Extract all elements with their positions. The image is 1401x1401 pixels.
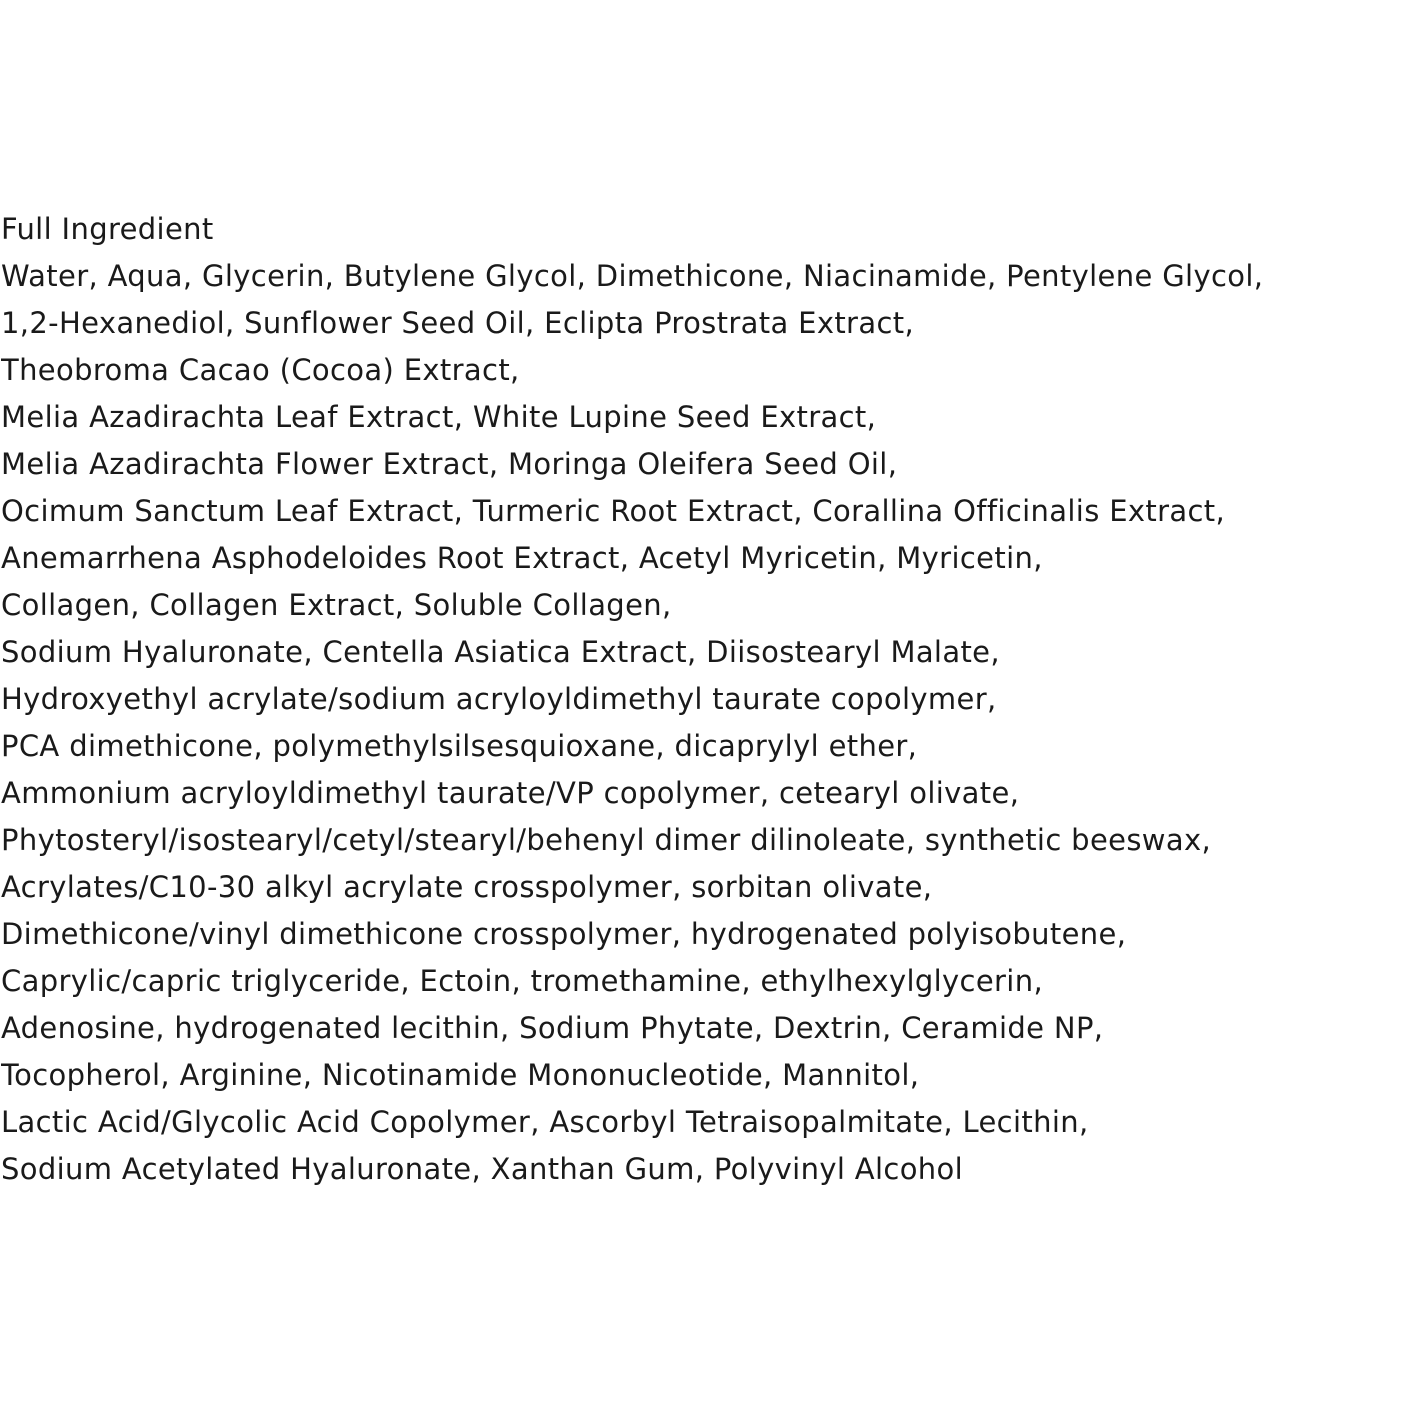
ingredient-line-9: Sodium Hyaluronate, Centella Asiatica Extract, Diisostearyl Malate, bbox=[1, 635, 1000, 669]
ingredient-document bbox=[1, 206, 1399, 1193]
ingredient-line-8: Collagen, Collagen Extract, Soluble Collagen, bbox=[1, 588, 672, 622]
ingredient-line-12: Ammonium acryloyldimethyl taurate/VP copolymer, cetearyl olivate, bbox=[1, 776, 1020, 810]
ingredient-line-17: Adenosine, hydrogenated lecithin, Sodium Phytate, Dextrin, Ceramide NP, bbox=[1, 1011, 1104, 1045]
document-heading: Full Ingredient bbox=[1, 212, 214, 246]
ingredient-line-10: Hydroxyethyl acrylate/sodium acryloyldimethyl taurate copolymer, bbox=[1, 682, 997, 716]
ingredient-line-5: Melia Azadirachta Flower Extract, Moringa Oleifera Seed Oil, bbox=[1, 447, 898, 481]
ingredient-line-19: Lactic Acid/Glycolic Acid Copolymer, Ascorbyl Tetraisopalmitate, Lecithin, bbox=[1, 1105, 1089, 1139]
ingredient-line-7: Anemarrhena Asphodeloides Root Extract, Acetyl Myricetin, Myricetin, bbox=[1, 541, 1043, 575]
ingredient-line-6: Ocimum Sanctum Leaf Extract, Turmeric Root Extract, Corallina Officinalis Extract, bbox=[1, 494, 1226, 528]
ingredient-line-4: Melia Azadirachta Leaf Extract, White Lupine Seed Extract, bbox=[1, 400, 877, 434]
ingredient-line-2: 1,2-Hexanediol, Sunflower Seed Oil, Eclipta Prostrata Extract, bbox=[1, 306, 915, 340]
ingredient-line-15: Dimethicone/vinyl dimethicone crosspolymer, hydrogenated polyisobutene, bbox=[1, 917, 1127, 951]
ingredient-line-20: Sodium Acetylated Hyaluronate, Xanthan Gum, Polyvinyl Alcohol bbox=[1, 1152, 964, 1186]
ingredient-line-3: Theobroma Cacao (Cocoa) Extract, bbox=[1, 353, 520, 387]
ingredient-line-14: Acrylates/C10-30 alkyl acrylate crosspolymer, sorbitan olivate, bbox=[1, 870, 933, 904]
ingredient-line-13: Phytosteryl/isostearyl/cetyl/stearyl/behenyl dimer dilinoleate, synthetic beeswax, bbox=[1, 823, 1212, 857]
ingredient-line-11: PCA dimethicone, polymethylsilsesquioxane, dicaprylyl ether, bbox=[1, 729, 918, 763]
ingredient-line-1: Water, Aqua, Glycerin, Butylene Glycol, Dimethicone, Niacinamide, Pentylene Glycol, bbox=[1, 259, 1264, 293]
ingredient-line-18: Tocopherol, Arginine, Nicotinamide Mononucleotide, Mannitol, bbox=[1, 1058, 920, 1092]
ingredient-line-16: Caprylic/capric triglyceride, Ectoin, tromethamine, ethylhexylglycerin, bbox=[1, 964, 1044, 998]
